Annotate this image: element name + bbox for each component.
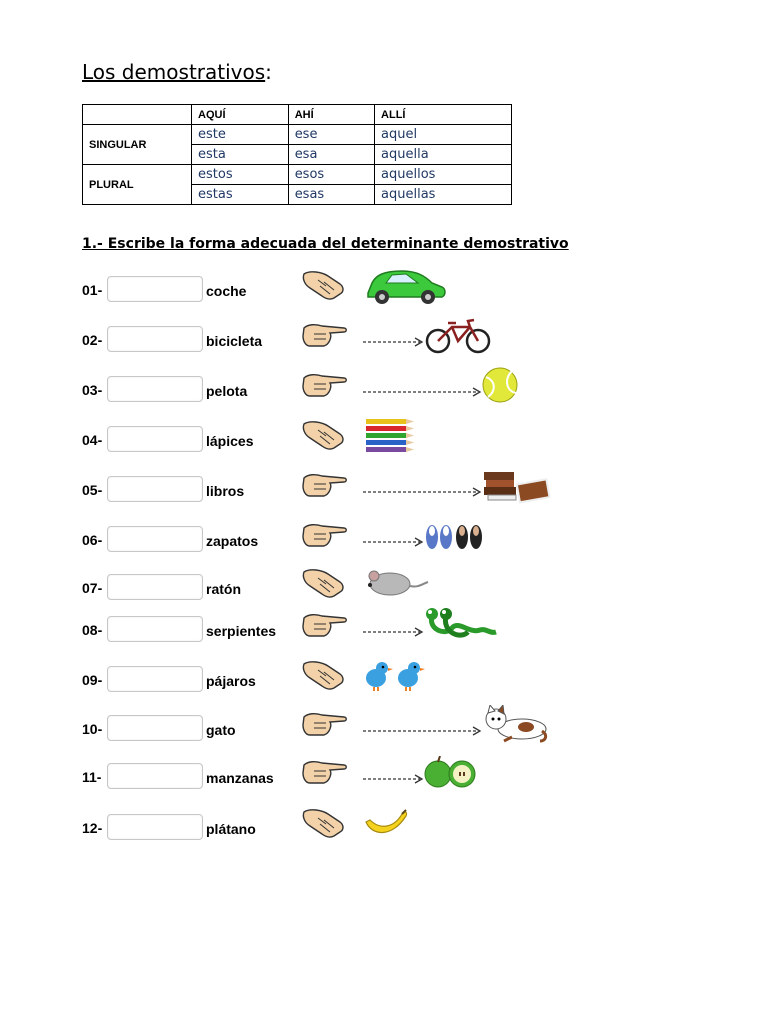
pencils-image (362, 416, 418, 456)
table-cell: esta (192, 145, 289, 165)
hand-pointing-right-icon (300, 608, 348, 642)
item-number: 01- (82, 282, 103, 298)
dashed-arrow-icon (362, 626, 424, 638)
page-title-text: Los demostrativos (82, 60, 266, 84)
answer-input[interactable] (107, 476, 203, 502)
exercise-row (0, 572, 768, 612)
exercise-row (0, 812, 768, 852)
exercise-row (0, 274, 768, 314)
answer-input[interactable] (107, 666, 203, 692)
exercise-title: 1.- Escribe la forma adecuada del determinante demostrativo (82, 236, 569, 252)
item-number: 08- (82, 622, 103, 638)
table-cell: ese (288, 125, 374, 145)
answer-input[interactable] (107, 763, 203, 789)
car-image (362, 267, 452, 305)
item-noun: ratón (206, 581, 241, 597)
item-noun: libros (206, 483, 245, 499)
table-cell: aquella (375, 145, 512, 165)
table-cell: este (192, 125, 289, 145)
dashed-arrow-icon (362, 773, 424, 785)
item-noun: gato (206, 722, 236, 738)
hand-pointing-down-icon (300, 658, 348, 692)
item-number: 07- (82, 580, 103, 596)
item-noun: bicicleta (206, 333, 263, 349)
shoes-image (424, 517, 486, 555)
item-number: 05- (82, 482, 103, 498)
table-row (83, 125, 512, 145)
hand-pointing-right-icon (300, 707, 348, 741)
exercise-row (0, 474, 768, 514)
item-noun: plátano (206, 821, 256, 837)
hand-pointing-down-icon (300, 566, 348, 600)
snakes-image (424, 606, 500, 646)
cat-image (482, 705, 552, 745)
hand-pointing-right-icon (300, 318, 348, 352)
answer-input[interactable] (107, 616, 203, 642)
tennis-ball-image (482, 367, 520, 405)
item-noun: pájaros (206, 673, 256, 689)
table-cell: aquellos (375, 165, 512, 185)
table-cell: aquel (375, 125, 512, 145)
hand-pointing-down-icon (300, 268, 348, 302)
item-number: 06- (82, 532, 103, 548)
answer-input[interactable] (107, 574, 203, 600)
birds-image (362, 658, 428, 694)
page-title-suffix: : (265, 60, 272, 84)
table-cell: esos (288, 165, 374, 185)
answer-input[interactable] (107, 526, 203, 552)
hand-pointing-right-icon (300, 468, 348, 502)
dashed-arrow-icon (362, 336, 424, 348)
item-noun: pelota (206, 383, 248, 399)
table-cell: esas (288, 185, 374, 205)
item-number: 03- (82, 382, 103, 398)
table-rowhead-plural: PLURAL (83, 165, 192, 205)
answer-input[interactable] (107, 715, 203, 741)
dashed-arrow-icon (362, 725, 482, 737)
answer-input[interactable] (107, 326, 203, 352)
dashed-arrow-icon (362, 536, 424, 548)
hand-pointing-down-icon (300, 418, 348, 452)
bicycle-image (424, 317, 492, 355)
item-noun: zapatos (206, 533, 259, 549)
exercise-row (0, 761, 768, 801)
item-number: 10- (82, 721, 103, 737)
table-header-aqui: AQUÍ (192, 105, 289, 125)
item-number: 02- (82, 332, 103, 348)
table-cell: estas (192, 185, 289, 205)
banana-image (362, 808, 410, 840)
exercise-row (0, 713, 768, 753)
hand-pointing-right-icon (300, 755, 348, 789)
item-noun: lápices (206, 433, 254, 449)
hand-pointing-down-icon (300, 806, 348, 840)
table-cell: estos (192, 165, 289, 185)
item-number: 09- (82, 672, 103, 688)
exercise-row (0, 524, 768, 564)
table-header-empty (83, 105, 192, 125)
demonstratives-table (82, 104, 512, 205)
exercise-row (0, 324, 768, 364)
exercise-row (0, 664, 768, 704)
exercise-row (0, 374, 768, 414)
item-number: 11- (82, 769, 102, 785)
mouse-image (362, 566, 432, 602)
table-header-row (83, 105, 512, 125)
item-noun: manzanas (206, 770, 274, 786)
page-title (82, 60, 272, 84)
table-row (83, 165, 512, 185)
item-noun: coche (206, 283, 247, 299)
table-cell: esa (288, 145, 374, 165)
apples-image (424, 756, 478, 790)
answer-input[interactable] (107, 276, 203, 302)
item-number: 04- (82, 432, 103, 448)
item-noun: serpientes (206, 623, 277, 639)
answer-input[interactable] (107, 814, 203, 840)
table-header-alli: ALLÍ (375, 105, 512, 125)
answer-input[interactable] (107, 426, 203, 452)
exercise-row (0, 424, 768, 464)
books-image (482, 468, 552, 504)
item-number: 12- (82, 820, 103, 836)
dashed-arrow-icon (362, 486, 482, 498)
table-cell: aquellas (375, 185, 512, 205)
answer-input[interactable] (107, 376, 203, 402)
table-rowhead-singular: SINGULAR (83, 125, 192, 165)
table-header-ahi: AHÍ (288, 105, 374, 125)
hand-pointing-right-icon (300, 368, 348, 402)
exercise-row (0, 614, 768, 654)
dashed-arrow-icon (362, 386, 482, 398)
hand-pointing-right-icon (300, 518, 348, 552)
